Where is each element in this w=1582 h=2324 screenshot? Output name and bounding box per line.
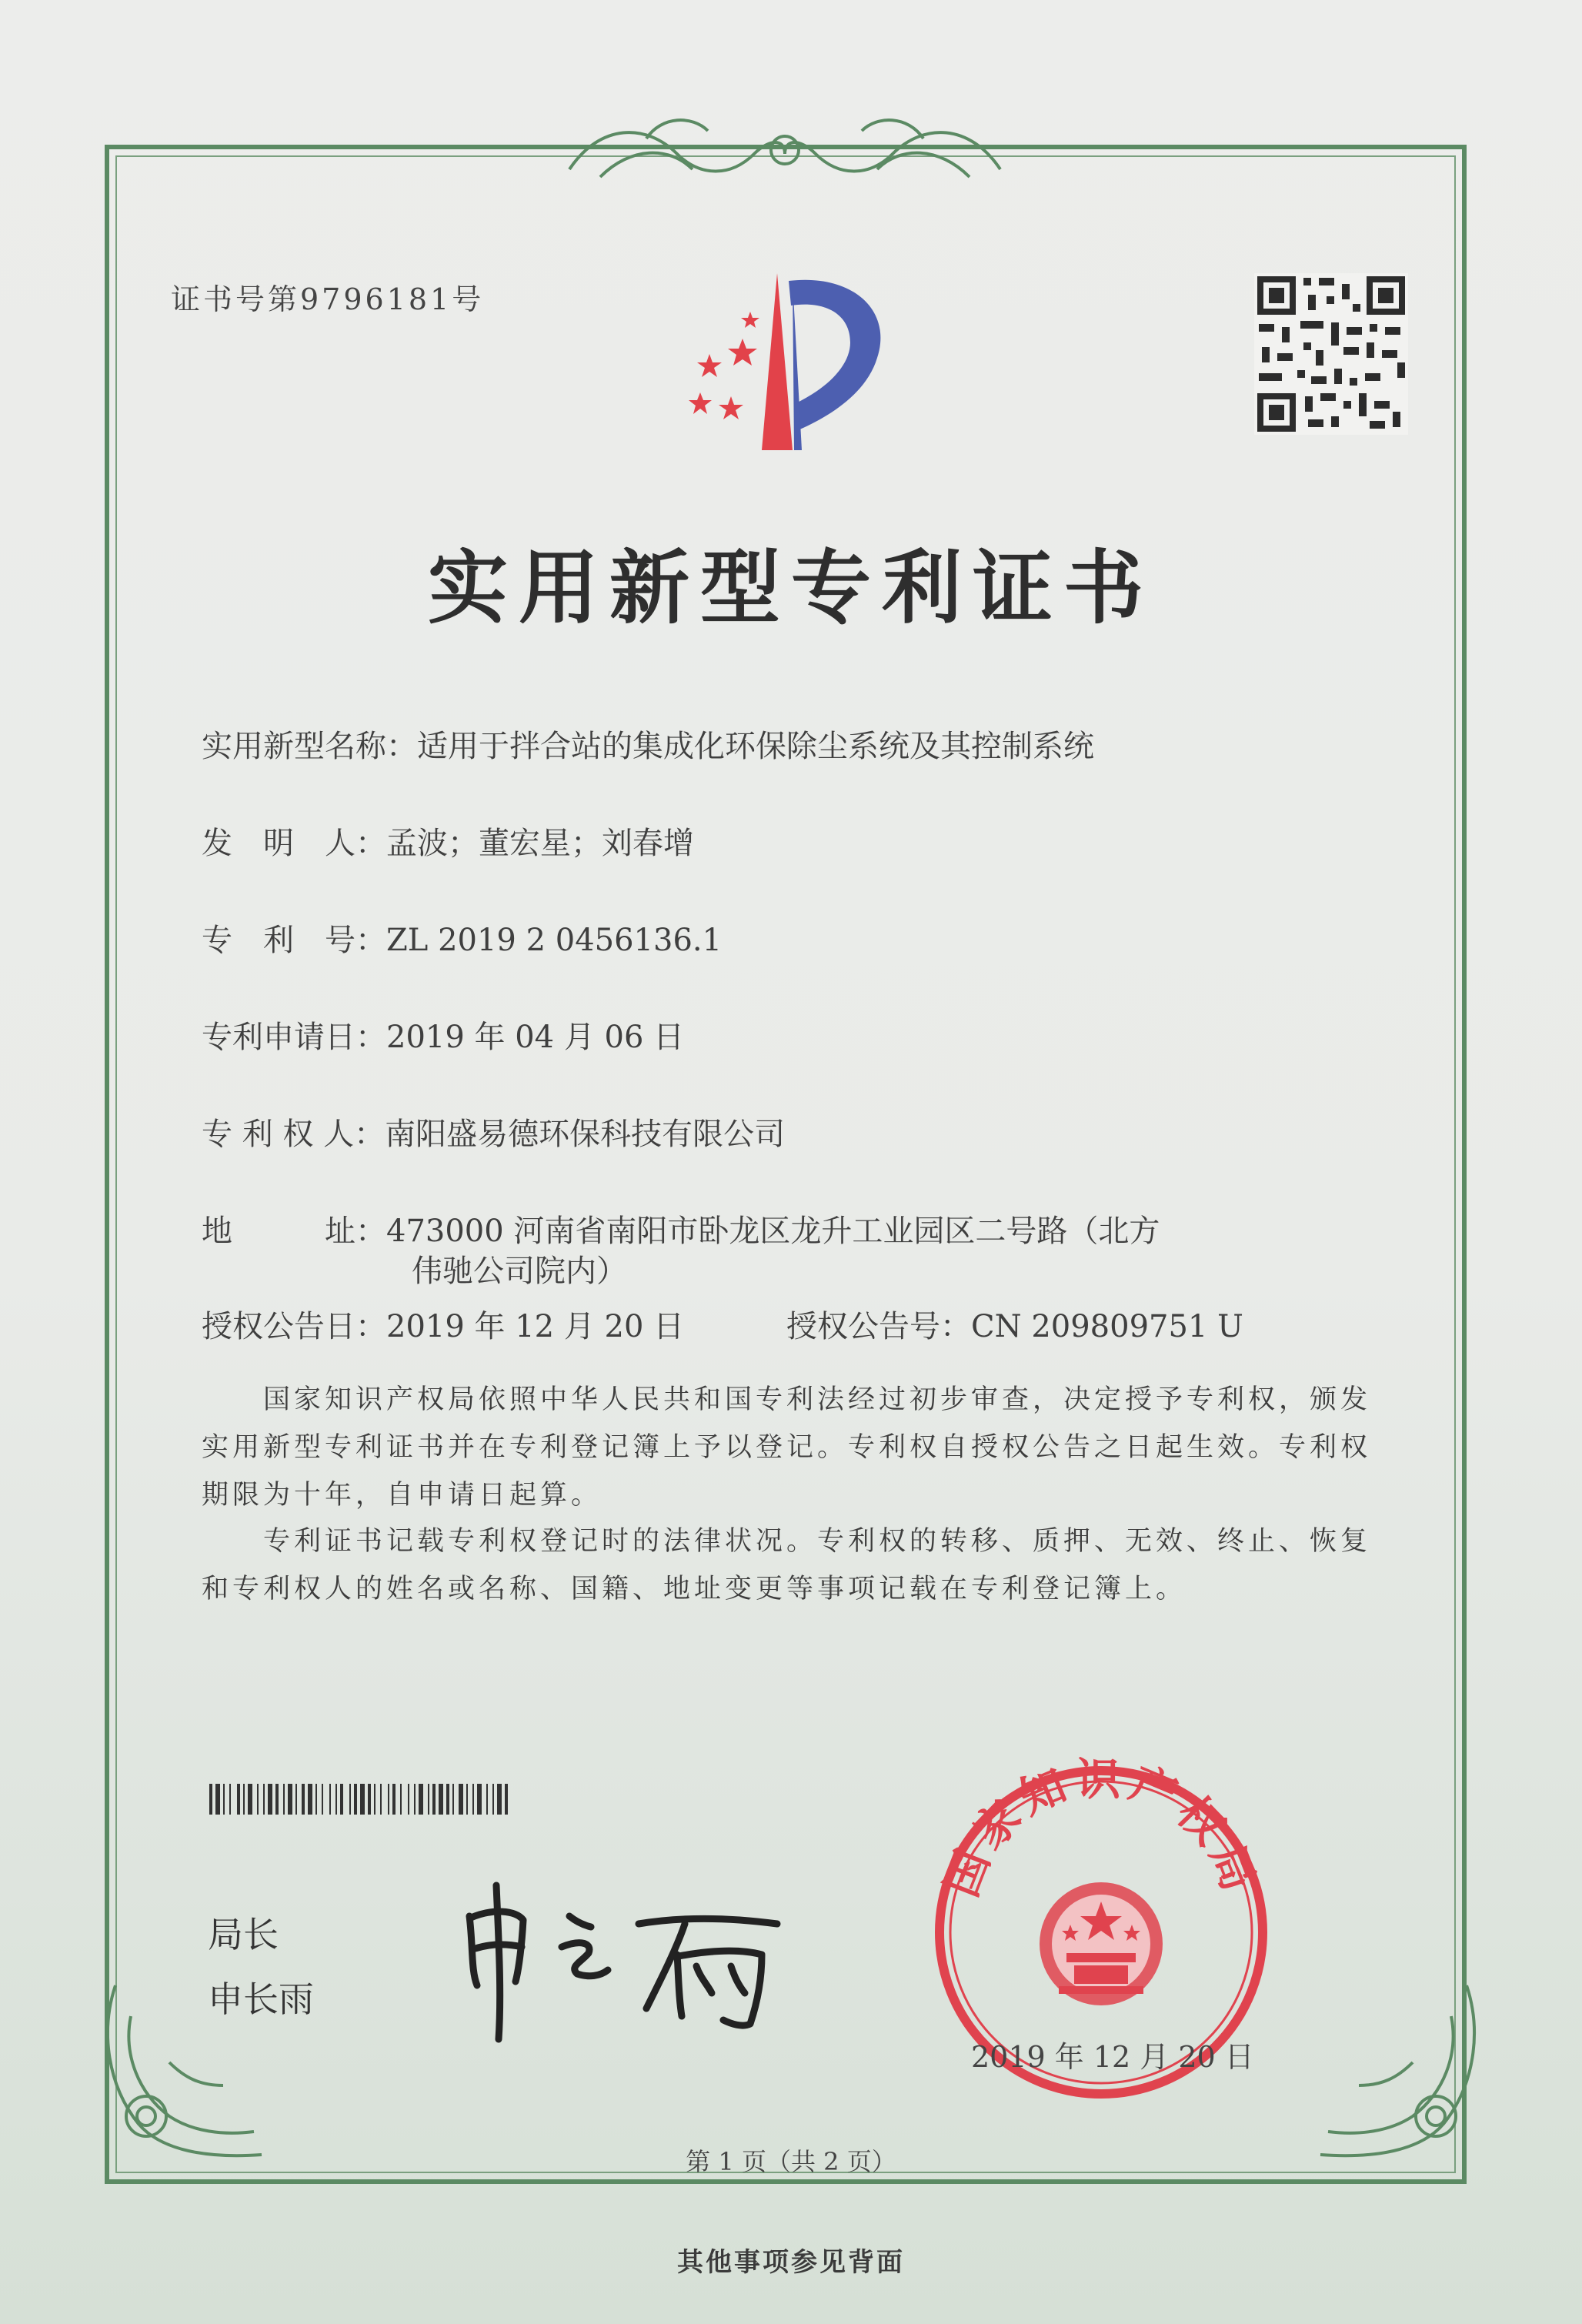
barcode-bar [414,1784,416,1815]
barcode-bar [335,1784,337,1815]
barcode-bar [243,1784,245,1815]
barcode-bar [229,1784,231,1815]
top-ornament [554,108,1016,200]
barcode-bar [452,1784,454,1815]
paragraph-legal-status [202,1518,1371,1613]
barcode-bar [392,1784,396,1815]
field-address [202,1207,1160,1250]
page-number: 第 1 页（共 2 页） [686,2147,896,2176]
barcode-bar [368,1784,371,1815]
field-utility-model-name [202,722,1094,766]
director-title: 局长 [208,1914,279,1955]
seal-text: 国家知识产权局 [934,1753,1268,1904]
field-label: 实用新型名称： [202,729,417,764]
svg-text:国家知识产权局 [935,1753,1267,1903]
field-label: 发 明 人： [202,826,386,861]
certificate-number: 证书号第9796181号 [171,282,485,316]
barcode-bar [497,1784,502,1815]
barcode-bar [354,1784,357,1815]
certificate-title: 实用新型专利证书 [427,540,1154,635]
barcode-bar [419,1784,423,1815]
barcode-bar [459,1784,463,1815]
barcode-bar [428,1784,429,1815]
field-value: 473000 河南省南阳市卧龙区龙升工业园区二号路（北方 [386,1214,1160,1249]
field-label: 专 利 号： [202,923,386,958]
field-value: 孟波；董宏星；刘春增 [386,826,694,861]
barcode-bar [268,1784,272,1815]
barcode-bar [349,1784,351,1815]
barcode-bar [466,1784,468,1815]
field-patent-number [202,916,722,960]
barcode-bar [329,1784,331,1815]
barcode-bar [283,1784,285,1815]
field-value: 2019 年 04 月 06 日 [386,1020,685,1055]
barcode-bar [248,1784,252,1815]
barcode-bar [486,1784,488,1815]
field-label: 专 利 权 人： [202,1117,385,1152]
barcode-bar [257,1784,259,1815]
barcode-bar [477,1784,482,1815]
barcode-bar [360,1784,365,1815]
paragraph-grant-statement [202,1376,1371,1519]
barcode-bar [408,1784,409,1815]
barcode-bar [237,1784,240,1815]
field-value: 2019 年 12 月 20 日 [386,1309,685,1344]
barcode-bar [432,1784,436,1815]
barcode-bar [288,1784,292,1815]
barcode-bar [302,1784,305,1815]
barcode-bar [388,1784,389,1815]
barcode-bar [340,1784,343,1815]
barcode-bar [472,1784,474,1815]
field-value: CN 209809751 U [971,1309,1243,1344]
barcode-bar [505,1784,508,1815]
field-filing-date [202,1013,684,1057]
barcode-bar [322,1784,323,1815]
field-label: 专利申请日： [202,1020,386,1055]
barcode-bar [308,1784,312,1815]
barcode-bar [446,1784,449,1815]
seal-date: 2019 年 12 月 20 日 [971,2040,1254,2074]
barcode-bar [315,1784,317,1815]
qr-code-icon [1254,273,1408,435]
field-inventor [202,819,694,863]
field-value: 适用于拌合站的集成化环保除尘系统及其控制系统 [417,729,1094,764]
barcode-bar [374,1784,375,1815]
field-value: ZL 2019 2 0456136.1 [386,923,723,958]
barcode-bar [295,1784,297,1815]
field-patentee [202,1110,785,1154]
barcode-bar [275,1784,279,1815]
barcode-bar [223,1784,225,1815]
field-label: 地 址： [202,1214,386,1249]
barcode-bar [209,1784,212,1815]
barcode-bar [215,1784,220,1815]
barcode-bar [400,1784,402,1815]
field-label: 授权公告日： [202,1309,386,1344]
paragraph-text: 国家知识产权局依照中华人民共和国专利法经过初步审查，决定授予专利权，颁发实用新型专利证书并在专利登记簿上予以登记。专利权自授权公告之日起生效。专利权期限为十年，自申请日起算。 [202,1384,1372,1511]
field-value: 南阳盛易德环保科技有限公司 [385,1117,786,1152]
corner-ornament-right [1290,1970,1490,2170]
director-name: 申长雨 [208,1978,314,2020]
field-label: 授权公告号： [786,1309,971,1344]
field-grant-date [202,1302,684,1346]
field-grant-number [786,1302,1243,1346]
barcode-bar [492,1784,494,1815]
paragraph-text: 专利证书记载专利权登记时的法律状况。专利权的转移、质押、无效、终止、恢复和专利权人的姓名或名称、国籍、地址变更等事项记载在专利登记簿上。 [202,1526,1372,1604]
barcode-bar [263,1784,265,1815]
barcode-icon [209,1784,602,1815]
director-signature [454,1862,793,2047]
cnipa-logo-icon [662,265,908,466]
field-address-continued: 伟驰公司院内） [412,1254,627,1289]
barcode-bar [380,1784,382,1815]
barcode-bar [439,1784,443,1815]
footer-note: 其他事项参见背面 [677,2247,905,2278]
